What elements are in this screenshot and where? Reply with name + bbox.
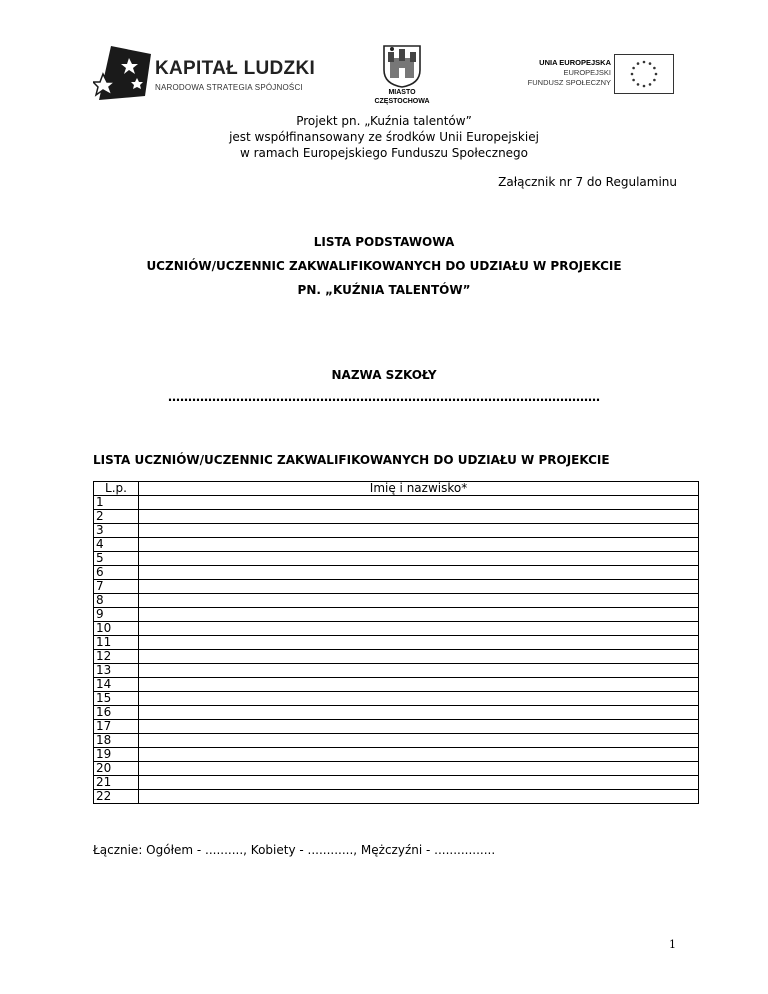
table-row — [94, 552, 699, 566]
title-line2: UCZNIÓW/UCZENNIC ZAKWALIFIKOWANYCH DO UDZIAŁU W PROJEKCIE — [146, 259, 622, 273]
table-row — [94, 650, 699, 664]
table-row — [94, 734, 699, 748]
list-heading: LISTA UCZNIÓW/UCZENNIC ZAKWALIFIKOWANYCH DO UDZIAŁU W PROJEKCIE — [93, 453, 610, 467]
row-number: 4 — [94, 538, 139, 552]
name-cell[interactable] — [139, 650, 699, 664]
kapital-ludzki-subtitle: NARODOWA STRATEGIA SPÓJNOŚCI — [155, 83, 303, 92]
row-number: 8 — [94, 594, 139, 608]
row-number: 2 — [94, 510, 139, 524]
table-row — [94, 664, 699, 678]
annex-label: Załącznik nr 7 do Regulaminu — [498, 175, 677, 189]
name-cell[interactable] — [139, 622, 699, 636]
students-table — [93, 481, 699, 804]
totals-line: Łącznie: Ogółem - .........., Kobiety - ............, Mężczyźni - ................ — [93, 843, 496, 857]
table-row — [94, 524, 699, 538]
name-cell[interactable] — [139, 608, 699, 622]
intro-line2: jest współfinansowany ze środków Unii Europejskiej — [229, 130, 539, 144]
city-name-line2: CZĘSTOCHOWA — [374, 98, 430, 105]
kapital-ludzki-mark-icon — [93, 44, 153, 104]
name-cell[interactable] — [139, 748, 699, 762]
row-number: 14 — [94, 678, 139, 692]
name-cell[interactable] — [139, 524, 699, 538]
row-number: 21 — [94, 776, 139, 790]
intro-line1: Projekt pn. „Kuźnia talentów” — [296, 114, 472, 128]
name-cell[interactable] — [139, 734, 699, 748]
name-cell[interactable] — [139, 496, 699, 510]
column-header-name: Imię i nazwisko* — [139, 482, 699, 496]
city-crest-icon — [382, 44, 422, 88]
name-cell[interactable] — [139, 594, 699, 608]
table-row — [94, 510, 699, 524]
name-cell[interactable] — [139, 720, 699, 734]
table-row — [94, 580, 699, 594]
table-row — [94, 748, 699, 762]
table-row — [94, 636, 699, 650]
city-logo — [370, 44, 434, 106]
name-cell[interactable] — [139, 776, 699, 790]
title-line1: LISTA PODSTAWOWA — [313, 235, 455, 249]
name-cell[interactable] — [139, 566, 699, 580]
city-name-line1: MIASTO — [388, 89, 416, 96]
row-number: 19 — [94, 748, 139, 762]
row-number: 1 — [94, 496, 139, 510]
name-cell[interactable] — [139, 510, 699, 524]
table-row — [94, 608, 699, 622]
name-cell[interactable] — [139, 692, 699, 706]
row-number: 11 — [94, 636, 139, 650]
eu-line3: FUNDUSZ SPOŁECZNY — [527, 78, 611, 87]
column-header-lp: L.p. — [94, 482, 139, 496]
name-cell[interactable] — [139, 636, 699, 650]
intro-line3: w ramach Europejskiego Funduszu Społecznego — [239, 146, 529, 160]
table-row — [94, 762, 699, 776]
name-cell[interactable] — [139, 762, 699, 776]
table-row — [94, 720, 699, 734]
eu-line1: UNIA EUROPEJSKA — [539, 58, 611, 67]
row-number: 7 — [94, 580, 139, 594]
row-number: 12 — [94, 650, 139, 664]
school-name-label: NAZWA SZKOŁY — [331, 368, 437, 382]
row-number: 17 — [94, 720, 139, 734]
table-row — [94, 776, 699, 790]
table-row — [94, 622, 699, 636]
table-row — [94, 594, 699, 608]
title-line3: PN. „KUŹNIA TALENTÓW” — [297, 283, 471, 297]
row-number: 5 — [94, 552, 139, 566]
kapital-ludzki-logo — [93, 44, 323, 104]
eu-line2: EUROPEJSKI — [563, 68, 611, 77]
row-number: 16 — [94, 706, 139, 720]
table-row — [94, 790, 699, 804]
row-number: 13 — [94, 664, 139, 678]
table-row — [94, 538, 699, 552]
name-cell[interactable] — [139, 552, 699, 566]
eu-logo — [512, 54, 677, 94]
row-number: 15 — [94, 692, 139, 706]
table-header-row — [94, 482, 699, 496]
row-number: 6 — [94, 566, 139, 580]
name-cell[interactable] — [139, 706, 699, 720]
name-cell[interactable] — [139, 790, 699, 804]
table-row — [94, 692, 699, 706]
table-row — [94, 566, 699, 580]
row-number: 22 — [94, 790, 139, 804]
kapital-ludzki-title: KAPITAŁ LUDZKI — [155, 58, 316, 79]
row-number: 10 — [94, 622, 139, 636]
table-row — [94, 678, 699, 692]
row-number: 9 — [94, 608, 139, 622]
row-number: 3 — [94, 524, 139, 538]
name-cell[interactable] — [139, 580, 699, 594]
school-name-dots: ……………………………………………………………………………………………… — [168, 390, 600, 404]
table-row — [94, 496, 699, 510]
eu-logo-text — [528, 58, 611, 88]
row-number: 20 — [94, 762, 139, 776]
name-cell[interactable] — [139, 538, 699, 552]
name-cell[interactable] — [139, 678, 699, 692]
eu-flag-icon — [614, 54, 674, 94]
table-row — [94, 706, 699, 720]
students-table-body — [94, 496, 699, 804]
page-number: 1 — [669, 938, 676, 951]
name-cell[interactable] — [139, 664, 699, 678]
row-number: 18 — [94, 734, 139, 748]
